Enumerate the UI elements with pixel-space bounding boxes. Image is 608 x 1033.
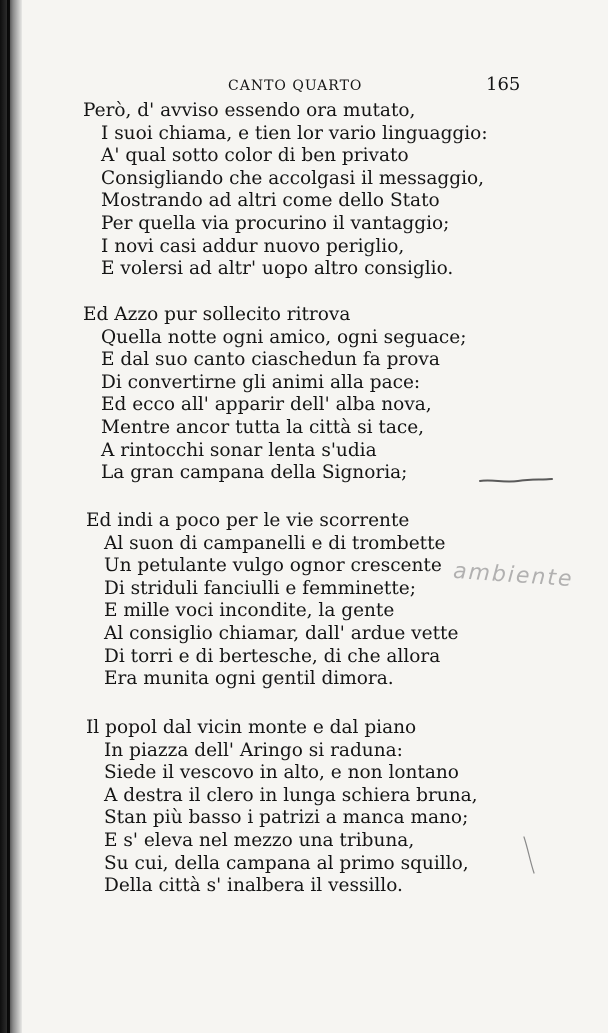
- verse-line: Però, d' avviso essendo ora mutato,: [83, 100, 416, 121]
- verse-line: Di convertirne gli animi alla pace:: [101, 371, 421, 393]
- verse-line: E mille voci incondite, la gente: [104, 600, 395, 622]
- verse-line: A destra il clero in lunga schiera bruna,: [104, 784, 478, 806]
- verse-line: Al suon di campanelli e di trombette: [104, 532, 446, 554]
- verse-line: Un petulante vulgo ognor crescente: [104, 555, 442, 577]
- verse-line: A rintocchi sonar lenta s'udia: [101, 439, 377, 461]
- verse-line: Era munita ogni gentil dimora.: [104, 668, 394, 690]
- verse-line: A' qual sotto color di ben privato: [101, 145, 409, 167]
- stanza-1: [83, 100, 488, 281]
- verse-line: I suoi chiama, e tien lor vario linguaggio:: [101, 122, 488, 144]
- verse-line: Ed ecco all' apparir dell' alba nova,: [101, 394, 432, 416]
- verse-line: Quella notte ogni amico, ogni seguace;: [101, 326, 467, 348]
- verse-line: Della città s' inalbera il vessillo.: [104, 875, 403, 897]
- pencil-dash-mark: [478, 476, 554, 486]
- stanza-3: [86, 510, 459, 691]
- pencil-margin-stroke: [522, 835, 536, 875]
- running-title: CANTO QUARTO: [228, 78, 363, 94]
- verse-line: Su cui, della campana al primo squillo,: [104, 852, 469, 874]
- verse-line: Di torri e di bertesche, di che allora: [104, 645, 441, 667]
- book-gutter-line: [7, 0, 10, 1033]
- stanza-2: [83, 304, 467, 485]
- verse-line: Di striduli fanciulli e femminette;: [104, 577, 416, 599]
- stanza-4: [86, 717, 478, 898]
- verse-line: E dal suo canto ciaschedun fa prova: [101, 349, 440, 371]
- verse-line: Mentre ancor tutta la città si tace,: [101, 416, 425, 438]
- verse-line: Ed Azzo pur sollecito ritrova: [83, 304, 351, 325]
- verse-line: I novi casi addur nuovo periglio,: [101, 235, 405, 257]
- verse-line: Al consiglio chiamar, dall' ardue vette: [104, 622, 459, 644]
- verse-line: Siede il vescovo in alto, e non lontano: [104, 762, 459, 784]
- verse-line: Stan più basso i patrizi a manca mano;: [104, 807, 469, 829]
- handwritten-margin-note: ambiente: [452, 558, 575, 593]
- verse-line: Il popol dal vicin monte e dal piano: [86, 717, 417, 738]
- verse-line: E volersi ad altr' uopo altro consiglio.: [101, 258, 454, 280]
- verse-line: Per quella via procurino il vantaggio;: [101, 212, 450, 234]
- book-spine-shadow: [0, 0, 22, 1033]
- verse-line: Consigliando che accolgasi il messaggio,: [101, 167, 485, 189]
- page-number: 165: [486, 74, 521, 95]
- verse-line: Ed indi a poco per le vie scorrente: [86, 510, 410, 531]
- verse-line: In piazza dell' Aringo si raduna:: [104, 739, 403, 761]
- verse-line: Mostrando ad altri come dello Stato: [101, 190, 440, 212]
- verse-line: La gran campana della Signoria;: [101, 462, 408, 484]
- verse-line: E s' eleva nel mezzo una tribuna,: [104, 829, 415, 851]
